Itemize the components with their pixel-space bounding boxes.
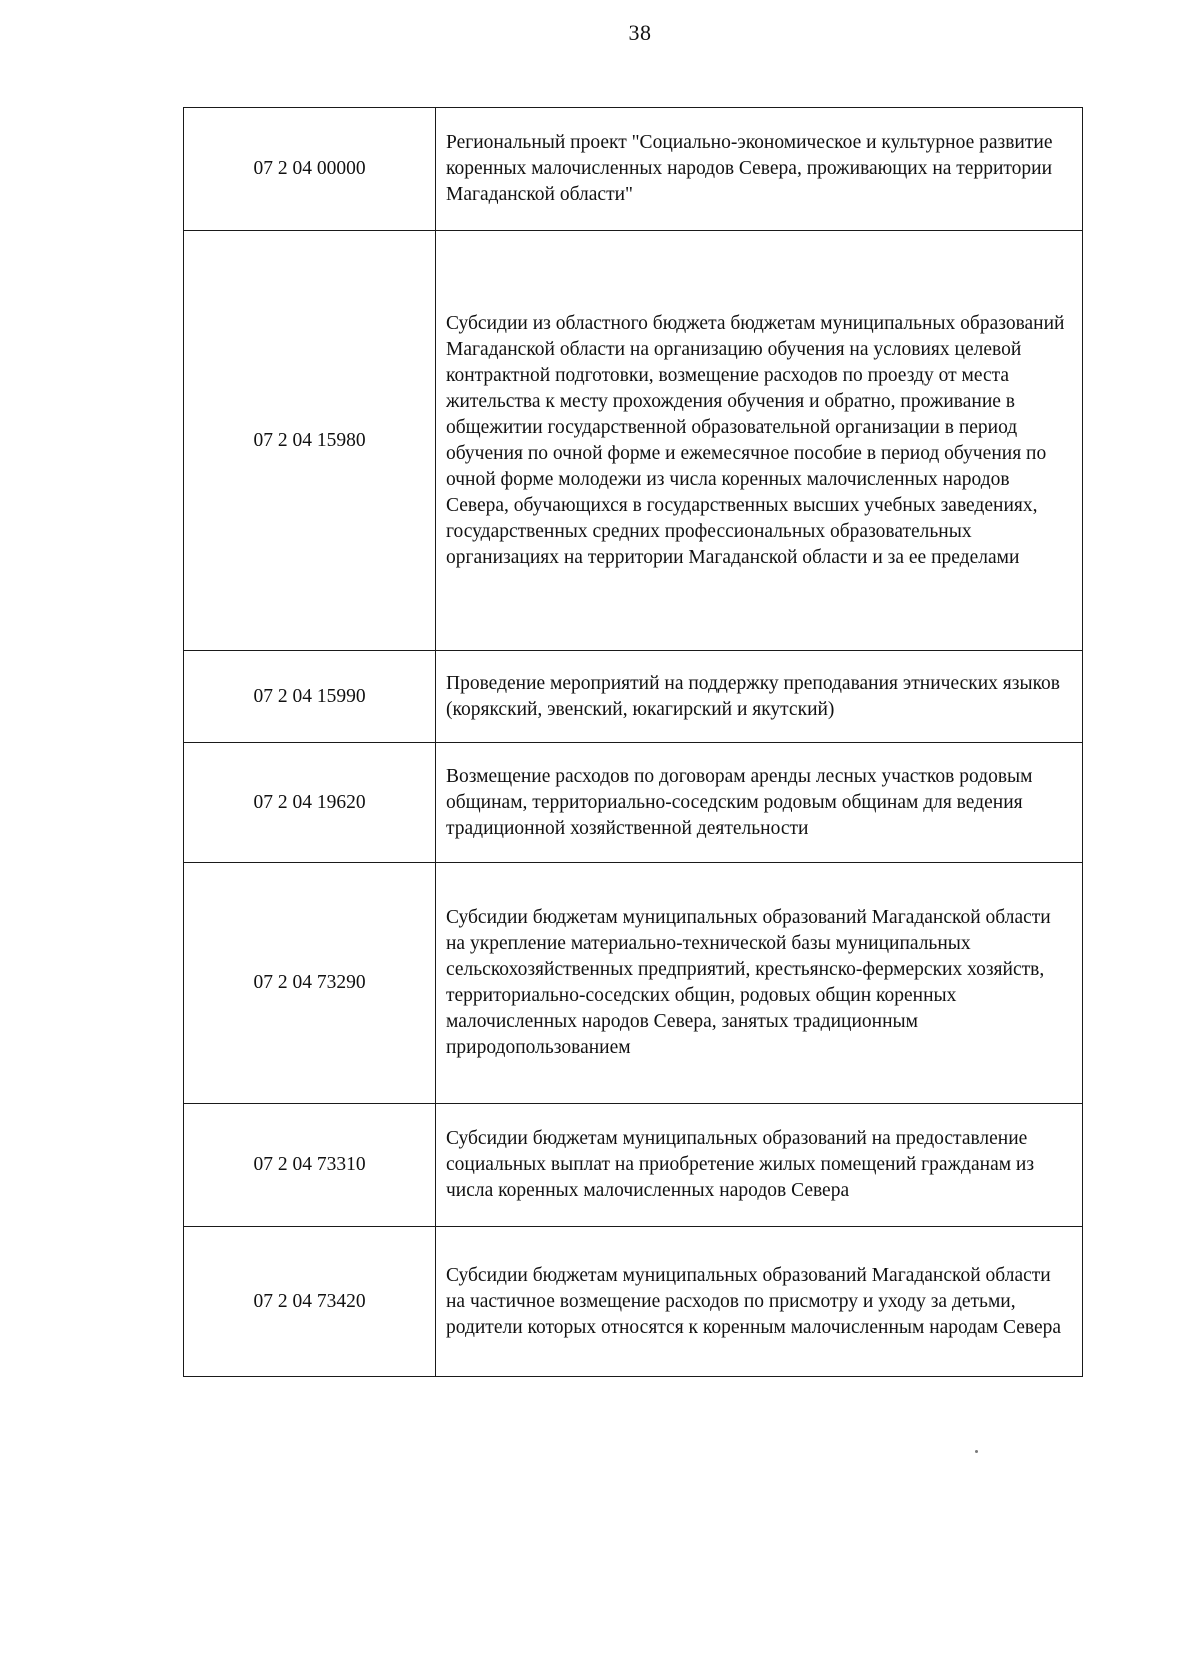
- scan-speck: [975, 1450, 978, 1453]
- budget-codes-table: [183, 107, 1083, 1377]
- table-row: [184, 1227, 1083, 1377]
- code-cell: 07 2 04 15980: [184, 231, 436, 651]
- description-cell: [436, 1104, 1083, 1227]
- table-row: [184, 108, 1083, 231]
- description-text: Субсидии из областного бюджета бюджетам муниципальных образований Магаданской области на организацию обучения на условиях целевой контрактной подготовки, возмещение расходов по проезду от места жительства к месту прохождения обучения и обратно, проживание в общежитии государственной образовательной организации в период обучения по очной форме и ежемесячное пособие в период обучения по очной форме молодежи из числа коренных малочисленных народов Севера, обучающихся в государственных высших учебных заведениях, государственных средних профессиональных образовательных организациях на территории Магаданской области и за ее пределами: [446, 312, 1065, 568]
- description-text: Субсидии бюджетам муниципальных образований Магаданской области на укрепление материально-технической базы муниципальных сельскохозяйственных предприятий, крестьянско-фермерских хозяйств, территориально-соседских общин, родовых общин коренных малочисленных народов Севера, занятых традиционным природопользованием: [446, 907, 1051, 1058]
- description-text: Субсидии бюджетам муниципальных образований на предоставление социальных выплат на приобретение жилых помещений гражданам из числа коренных малочисленных народов Севера: [446, 1128, 1035, 1201]
- table-row: [184, 743, 1083, 863]
- table-row: [184, 231, 1083, 651]
- description-cell: [436, 108, 1083, 231]
- table-row: [184, 863, 1083, 1104]
- description-cell: [436, 743, 1083, 863]
- description-cell: [436, 231, 1083, 651]
- code-cell: 07 2 04 15990: [184, 651, 436, 743]
- description-text: Возмещение расходов по договорам аренды лесных участков родовым общинам, территориально-соседским родовым общинам для ведения традиционной хозяйственной деятельности: [446, 765, 1033, 839]
- table-row: [184, 651, 1083, 743]
- description-text: Субсидии бюджетам муниципальных образований Магаданской области на частичное возмещение расходов по присмотру и уходу за детьми, родители которых относятся к коренным малочисленным народам Севера: [446, 1264, 1062, 1338]
- code-cell: 07 2 04 00000: [184, 108, 436, 231]
- page-number: 38: [628, 20, 652, 45]
- table-row: [184, 1104, 1083, 1227]
- code-cell: 07 2 04 73310: [184, 1104, 436, 1227]
- description-text: Проведение мероприятий на поддержку преподавания этнических языков (корякский, эвенский, юкагирский и якутский): [446, 672, 1061, 720]
- description-cell: [436, 1227, 1083, 1377]
- description-cell: [436, 651, 1083, 743]
- code-cell: 07 2 04 73420: [184, 1227, 436, 1377]
- code-cell: 07 2 04 19620: [184, 743, 436, 863]
- description-cell: [436, 863, 1083, 1104]
- description-text: Региональный проект "Социально-экономическое и культурное развитие коренных малочисленных народов Севера, проживающих на территории Магаданской области": [446, 132, 1053, 205]
- code-cell: 07 2 04 73290: [184, 863, 436, 1104]
